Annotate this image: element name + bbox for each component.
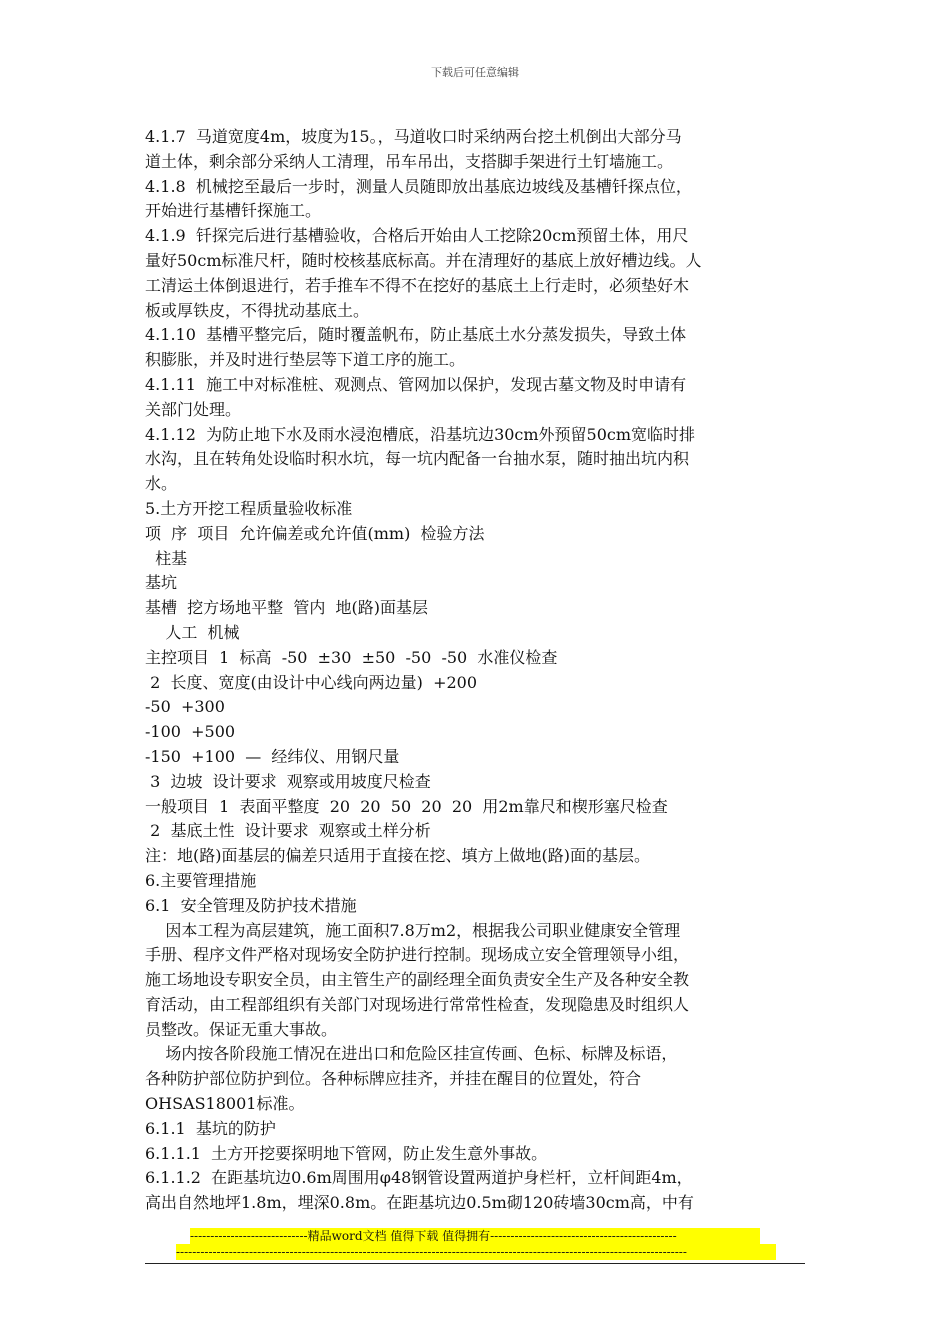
text-line: 场内按各阶段施工情况在进出口和危险区挂宣传画、色标、标牌及标语，	[145, 1044, 678, 1064]
text-line: 6.1 安全管理及防护技术措施	[145, 895, 357, 915]
text-line: 2 基底土性 设计要求 观察或土样分析	[145, 821, 431, 841]
text-line: 项 序 项目 允许偏差或允许值(mm) 检验方法	[145, 523, 485, 543]
text-line: 育活动，由工程部组织有关部门对现场进行常常性检查，发现隐患及时组织人	[145, 994, 690, 1014]
text-line: 注：地(路)面基层的偏差只适用于直接在挖、填方上做地(路)面的基层。	[145, 846, 650, 866]
text-line: 6.1.1.2 在距基坑边0.6m周围用φ48钢管设置两道护身栏杆，立杆间距4m，	[145, 1168, 693, 1188]
text-line: 板或厚铁皮，不得扰动基底土。	[145, 300, 370, 320]
text-line: 关部门处理。	[145, 399, 242, 419]
text-line: 量好50cm标准尺杆，随时校核基底标高。并在清理好的基底上放好槽边线。人	[145, 250, 702, 270]
text-line: 手册、程序文件严格对现场安全防护进行控制。现场成立安全管理领导小组，	[145, 945, 690, 965]
text-line: 4.1.8 机械挖至最后一步时，测量人员随即放出基底边坡线及基槽钎探点位，	[145, 176, 692, 196]
text-line: 基槽 挖方场地平整 管内 地(路)面基层	[145, 598, 429, 618]
footer-banner-line-2: ------------------------------------------------------------------------------------------------------------------------------	[176, 1244, 776, 1260]
text-line: 施工场地设专职安全员，由主管生产的副经理全面负责安全生产及各种安全教	[145, 970, 690, 990]
document-body	[145, 125, 805, 1216]
text-line: 4.1.12 为防止地下水及雨水浸泡槽底，沿基坑边30cm外预留50cm宽临时排	[145, 424, 696, 444]
page-header-note: 下载后可任意编辑	[431, 66, 519, 79]
text-line: 6.1.1.1 土方开挖要探明地下管网，防止发生意外事故。	[145, 1143, 548, 1163]
text-line: 基坑	[145, 573, 178, 593]
text-line: 5.土方开挖工程质量验收标准	[145, 498, 353, 518]
text-line: 柱基	[145, 548, 188, 568]
text-line: 4.1.11 施工中对标准桩、观测点、管网加以保护，发现古墓文物及时申请有	[145, 374, 687, 394]
text-line: 水。	[145, 474, 178, 494]
text-line: 高出自然地坪1.8m，埋深0.8m。在距基坑边0.5m砌120砖墙30cm高，中有	[145, 1193, 694, 1213]
text-line: 水沟，且在转角处设临时积水坑，每一坑内配备一台抽水泵，随时抽出坑内积	[145, 449, 690, 469]
footer-banner-line-1: -----------------------------精品word文档 值得下载 值得拥有----------------------------------------------	[190, 1228, 760, 1244]
text-line: 积膨胀，并及时进行垫层等下道工序的施工。	[145, 350, 466, 370]
footer-banner	[160, 1228, 790, 1260]
text-line: 4.1.7 马道宽度4m，坡度为15。，马道收口时采纳两台挖土机倒出大部分马	[145, 127, 682, 146]
text-line: -150 +100 — 经纬仪、用钢尺量	[145, 746, 400, 766]
text-line: 3 边坡 设计要求 观察或用坡度尺检查	[145, 771, 431, 791]
footer-divider	[145, 1263, 805, 1264]
text-line: 2 长度、宽度(由设计中心线向两边量) +200	[145, 672, 478, 692]
text-line: 员整改。保证无重大事故。	[145, 1019, 338, 1039]
text-line: 6.1.1 基坑的防护	[145, 1118, 276, 1138]
text-line: -100 +500	[145, 722, 236, 742]
text-line: -50 +300	[145, 697, 225, 717]
text-line: 4.1.9 钎探完后进行基槽验收，合格后开始由人工挖除20cm预留土体，用尺	[145, 226, 689, 246]
text-line: 各种防护部位防护到位。各种标牌应挂齐，并挂在醒目的位置处，符合	[145, 1069, 642, 1089]
text-line: 开始进行基槽钎探施工。	[145, 201, 322, 221]
text-line: 因本工程为高层建筑，施工面积7.8万m2，根据我公司职业健康安全管理	[145, 920, 681, 940]
text-line: 主控项目 1 标高 -50 ±30 ±50 -50 -50 水准仪检查	[145, 647, 558, 667]
text-line: 工清运土体倒退进行，若手推车不得不在挖好的基底土上行走时，必须垫好木	[145, 275, 690, 295]
text-line: 6.主要管理措施	[145, 870, 257, 890]
text-line: 人工 机械	[145, 622, 240, 642]
text-line: 道土体，剩余部分采纳人工清理，吊车吊出，支搭脚手架进行土钉墙施工。	[145, 151, 674, 171]
text-line: 4.1.10 基槽平整完后，随时覆盖帆布，防止基底土水分蒸发损失，导致土体	[145, 325, 687, 345]
text-line: OHSAS18001标准。	[145, 1094, 305, 1114]
text-line: 一般项目 1 表面平整度 20 20 50 20 20 用2m靠尺和楔形塞尺检查	[145, 796, 668, 816]
